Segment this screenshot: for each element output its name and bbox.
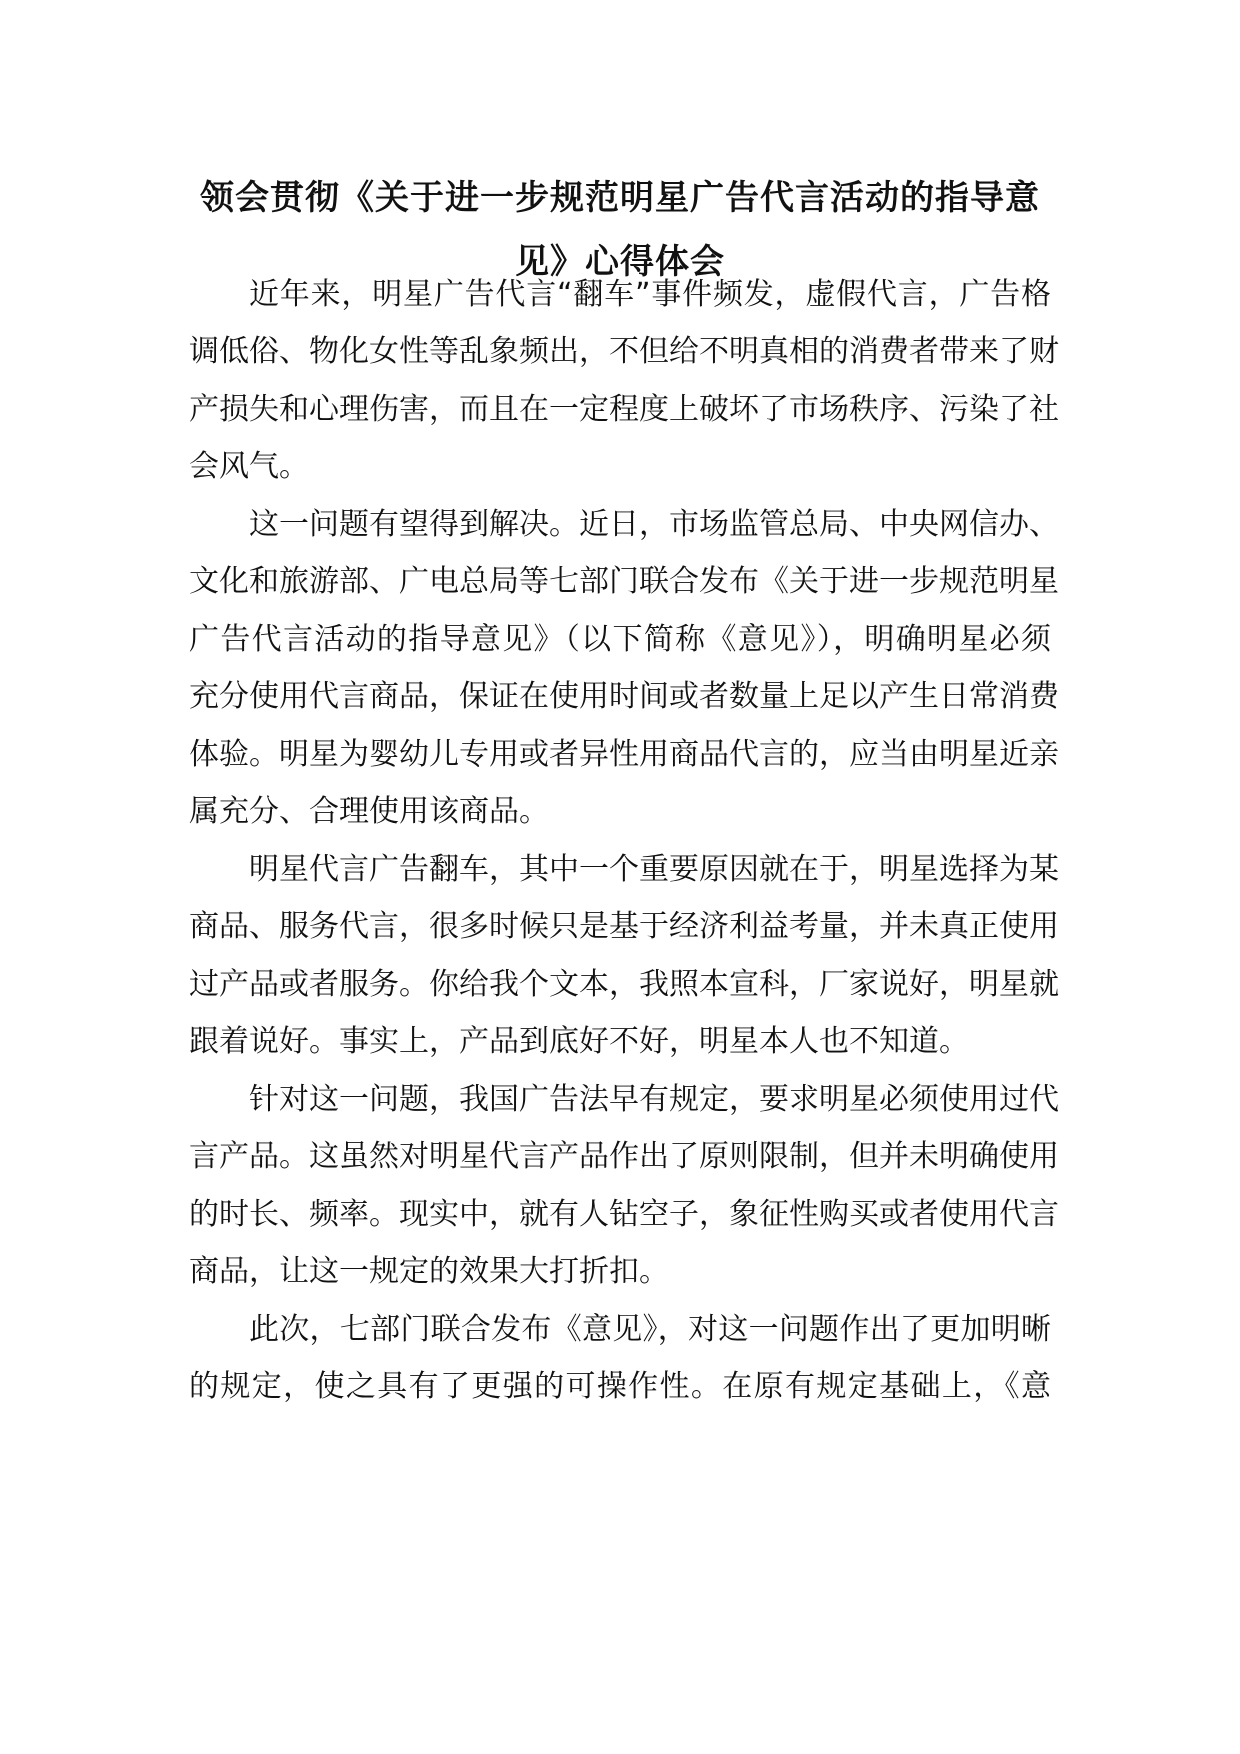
paragraph-line: 充分使用代言商品，保证在使用时间或者数量上足以产生日常消费 — [189, 679, 1059, 714]
paragraph-line: 体验。明星为婴幼儿专用或者异性用商品代言的，应当由明星近亲 — [189, 737, 1059, 772]
paragraph-line: 这一问题有望得到解决。近日，市场监管总局、中央网信办、 — [249, 507, 1059, 542]
paragraph-line: 产损失和心理伤害，而且在一定程度上破坏了市场秩序、污染了社 — [189, 392, 1059, 427]
paragraph-line: 文化和旅游部、广电总局等七部门联合发布《关于进一步规范明星 — [189, 564, 1059, 599]
document-title-line-1: 领会贯彻《关于进一步规范明星广告代言活动的指导意 — [200, 178, 1040, 218]
paragraph-line: 会风气。 — [189, 449, 309, 484]
paragraph-line: 过产品或者服务。你给我个文本，我照本宣科，厂家说好，明星就 — [189, 967, 1059, 1002]
paragraph-line: 近年来，明星广告代言“翻车”事件频发，虚假代言，广告格 — [249, 277, 1051, 312]
paragraph-line: 此次，七部门联合发布《意见》，对这一问题作出了更加明晰 — [249, 1312, 1051, 1347]
paragraph-line: 言产品。这虽然对明星代言产品作出了原则限制，但并未明确使用 — [189, 1139, 1059, 1174]
paragraph-line: 调低俗、物化女性等乱象频出，不但给不明真相的消费者带来了财 — [189, 334, 1059, 369]
document-title-line-2: 见》心得体会 — [515, 242, 725, 282]
paragraph-line: 属充分、合理使用该商品。 — [189, 794, 549, 829]
paragraph-line: 的时长、频率。现实中，就有人钻空子，象征性购买或者使用代言 — [189, 1197, 1059, 1232]
paragraph-line: 商品、服务代言，很多时候只是基于经济利益考量，并未真正使用 — [189, 909, 1059, 944]
paragraph-line: 的规定，使之具有了更强的可操作性。在原有规定基础上，《意 — [189, 1369, 1051, 1404]
paragraph-line: 针对这一问题，我国广告法早有规定，要求明星必须使用过代 — [249, 1082, 1059, 1117]
paragraph-line: 跟着说好。事实上，产品到底好不好，明星本人也不知道。 — [189, 1024, 969, 1059]
paragraph-line: 广告代言活动的指导意见》（以下简称《意见》），明确明星必须 — [189, 622, 1051, 657]
paragraph-line: 商品，让这一规定的效果大打折扣。 — [189, 1254, 669, 1289]
paragraph-line: 明星代言广告翻车，其中一个重要原因就在于，明星选择为某 — [249, 852, 1059, 887]
